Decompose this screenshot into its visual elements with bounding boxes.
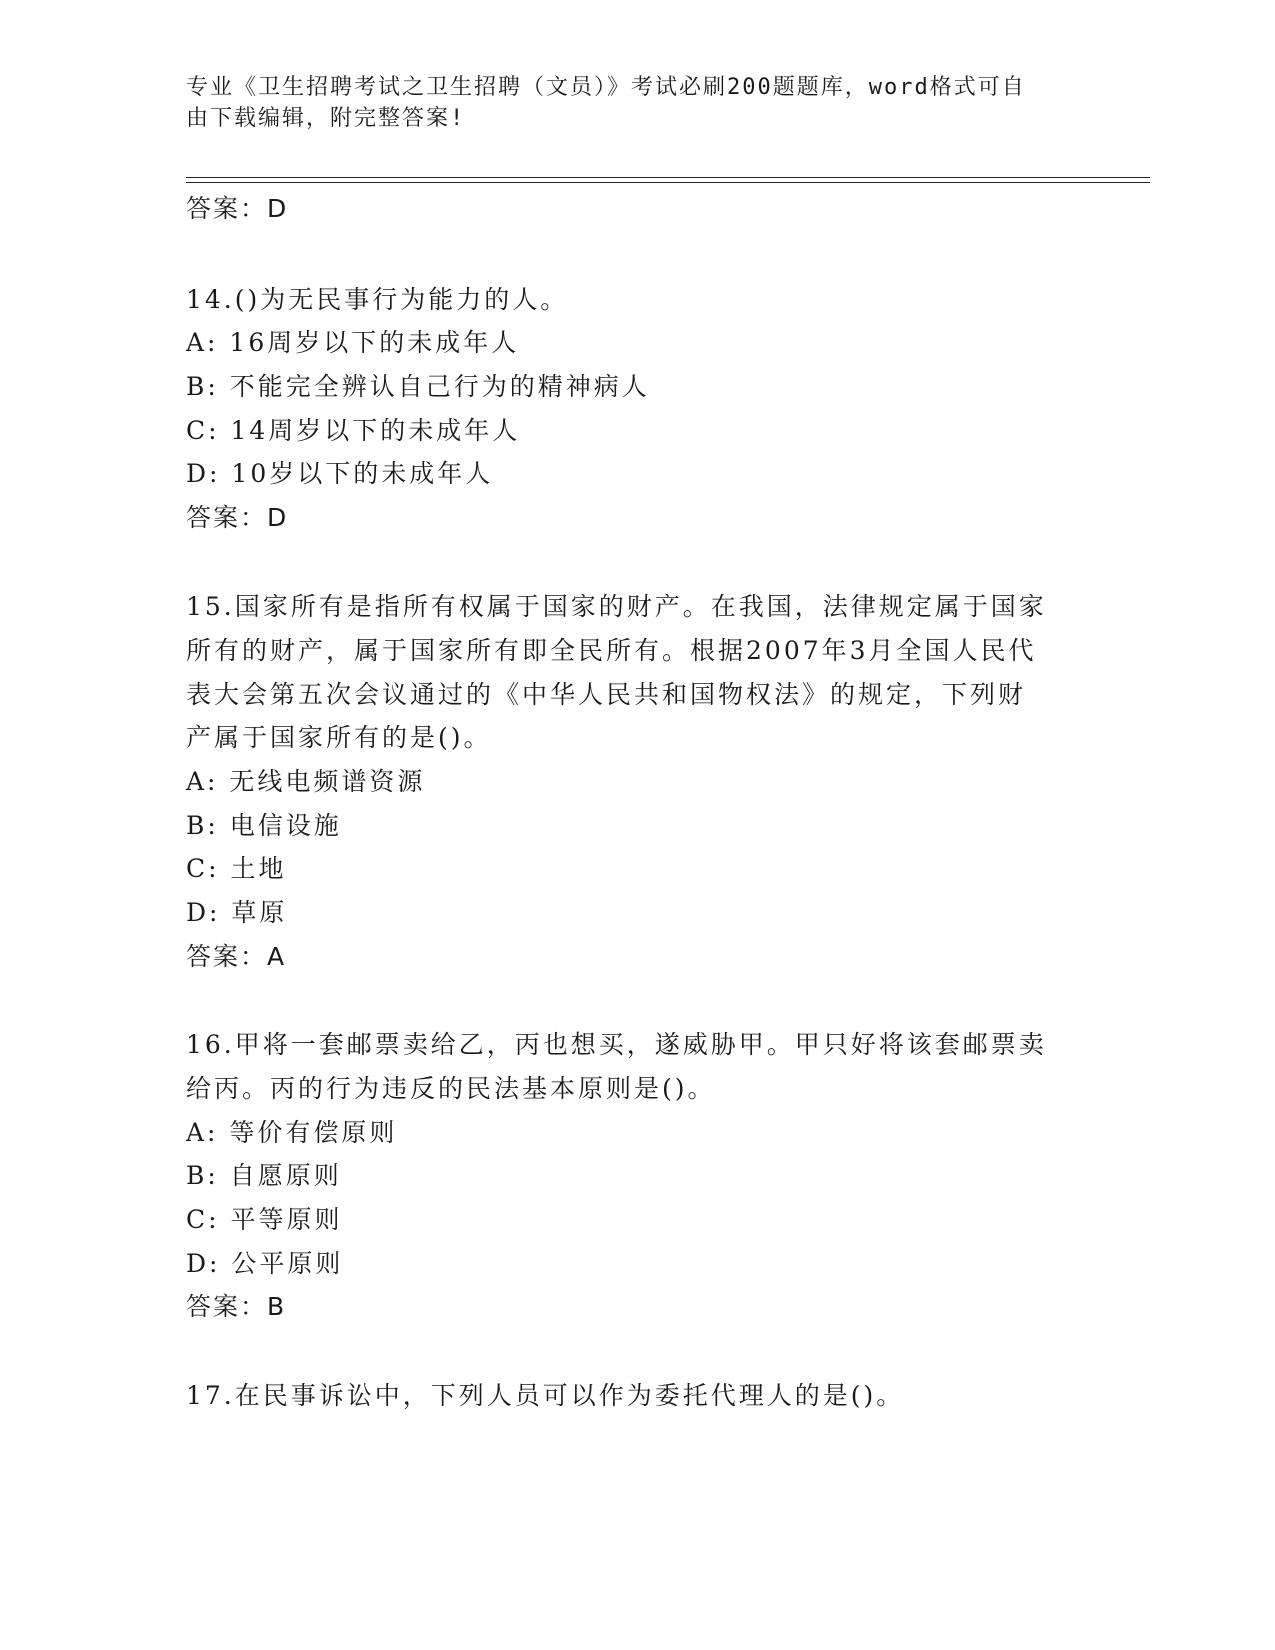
question-16-option-c: C: 平等原则 xyxy=(186,1205,343,1234)
question-16-stem-line-1: 16.甲将一套邮票卖给乙，丙也想买，遂威胁甲。甲只好将该套邮票卖 xyxy=(186,1030,1047,1059)
question-14-option-a: A: 16周岁以下的未成年人 xyxy=(186,328,520,357)
question-14-option-d: D: 10岁以下的未成年人 xyxy=(186,459,494,488)
question-14-answer: 答案：D xyxy=(186,503,289,532)
question-16-answer: 答案：B xyxy=(186,1292,287,1321)
header-line-2: 由下载编辑，附完整答案! xyxy=(186,106,466,131)
question-15-stem-line-4: 产属于国家所有的是()。 xyxy=(186,723,492,752)
question-15-stem-line-3: 表大会第五次会议通过的《中华人民共和国物权法》的规定，下列财 xyxy=(186,680,1027,709)
question-16-option-d: D: 公平原则 xyxy=(186,1249,344,1278)
question-14-option-b: B: 不能完全辨认自己行为的精神病人 xyxy=(186,372,650,401)
question-15-stem-line-2: 所有的财产，属于国家所有即全民所有。根据2007年3月全国人民代 xyxy=(186,636,1037,665)
header-line-1: 专业《卫生招聘考试之卫生招聘（文员）》考试必刷200题题库，word格式可自 xyxy=(186,75,1026,100)
question-15-option-b: B: 电信设施 xyxy=(186,811,342,840)
question-15-option-a: A: 无线电频谱资源 xyxy=(186,767,426,796)
question-17-stem: 17.在民事诉讼中，下列人员可以作为委托代理人的是()。 xyxy=(186,1381,905,1410)
question-15-stem-line-1: 15.国家所有是指所有权属于国家的财产。在我国，法律规定属于国家 xyxy=(186,592,1047,621)
question-15-option-d: D: 草原 xyxy=(186,898,288,927)
question-15-option-c: C: 土地 xyxy=(186,854,287,883)
question-16-option-b: B: 自愿原则 xyxy=(186,1161,342,1190)
question-15-answer: 答案：A xyxy=(186,942,287,971)
question-16-option-a: A: 等价有偿原则 xyxy=(186,1118,398,1147)
question-16-stem-line-2: 给丙。丙的行为违反的民法基本原则是()。 xyxy=(186,1074,716,1103)
question-14-option-c: C: 14周岁以下的未成年人 xyxy=(186,416,521,445)
header-divider-top xyxy=(186,177,1150,178)
document-header xyxy=(186,72,1076,134)
question-14-stem: 14.()为无民事行为能力的人。 xyxy=(186,285,569,314)
answer-previous: 答案：D xyxy=(186,194,289,223)
header-divider-bottom xyxy=(186,182,1150,183)
